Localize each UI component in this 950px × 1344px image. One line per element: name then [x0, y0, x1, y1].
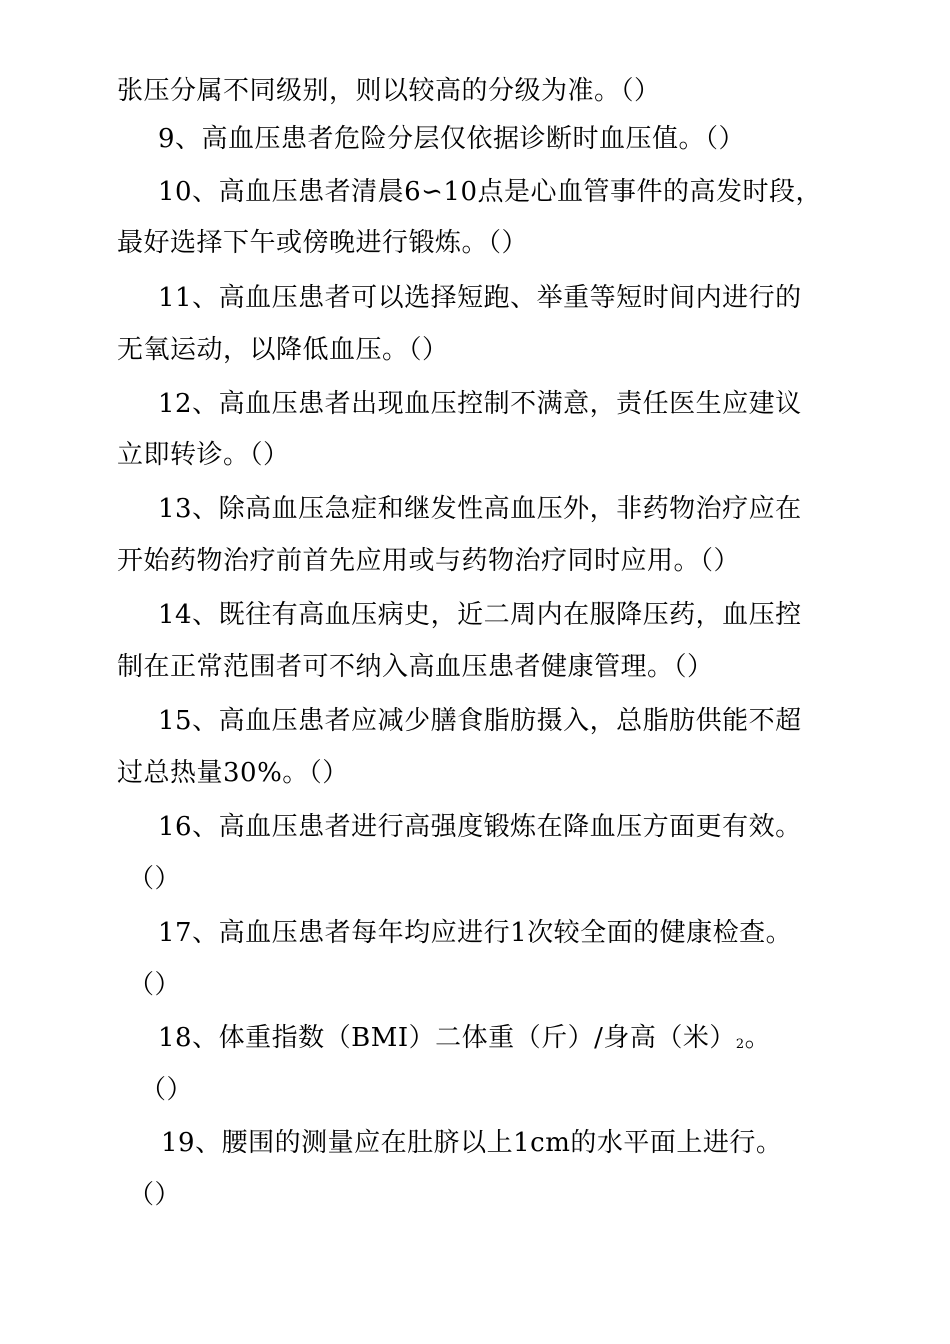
question-17: 17、高血压患者每年均应进行1次较全面的健康检查。 [158, 918, 793, 948]
answer-brackets: （） [128, 864, 182, 894]
question-16: 16、高血压患者进行高强度锻炼在降血压方面更有效。 [158, 812, 802, 842]
question-11: 11、高血压患者可以选择短跑、举重等短时间内进行的 [158, 283, 802, 313]
text-line: 无氧运动，以降低血压。（） [117, 335, 449, 365]
question-12: 12、高血压患者出现血压控制不满意，责任医生应建议 [158, 389, 802, 419]
text-line: 开始药物治疗前首先应用或与药物治疗同时应用。（） [117, 546, 741, 576]
question-18-text: 18、体重指数（BMI）二体重（斤）/身高（米） [158, 1023, 736, 1053]
question-19: 19、腰围的测量应在肚脐以上1cm的水平面上进行。 [161, 1128, 783, 1158]
question-9: 9、高血压患者危险分层仅依据诊断时血压值。（） [158, 124, 746, 154]
answer-brackets: （） [128, 970, 182, 1000]
question-18 [158, 1023, 771, 1060]
question-14: 14、既往有高血压病史，近二周内在服降压药，血压控 [158, 600, 802, 630]
question-10: 10、高血压患者清晨6∽10点是心血管事件的高发时段， [158, 177, 822, 207]
text-line: 最好选择下午或傍晚进行锻炼。（） [117, 228, 529, 258]
text-line: 制在正常范围者可不纳入高血压患者健康管理。（） [117, 652, 714, 682]
full-stop: 。 [744, 1023, 772, 1053]
text-line: 过总热量30%。（） [117, 758, 349, 788]
question-13: 13、除高血压急症和继发性高血压外，非药物治疗应在 [158, 494, 802, 524]
superscript-2: 2 [735, 1037, 745, 1052]
text-line: 张压分属不同级别，则以较高的分级为准。（） [117, 76, 661, 106]
text-line: 立即转诊。（） [117, 440, 290, 470]
answer-brackets: （） [140, 1075, 194, 1105]
answer-brackets: （） [128, 1180, 182, 1210]
question-15: 15、高血压患者应减少膳食脂肪摄入，总脂肪供能不超 [158, 706, 802, 736]
